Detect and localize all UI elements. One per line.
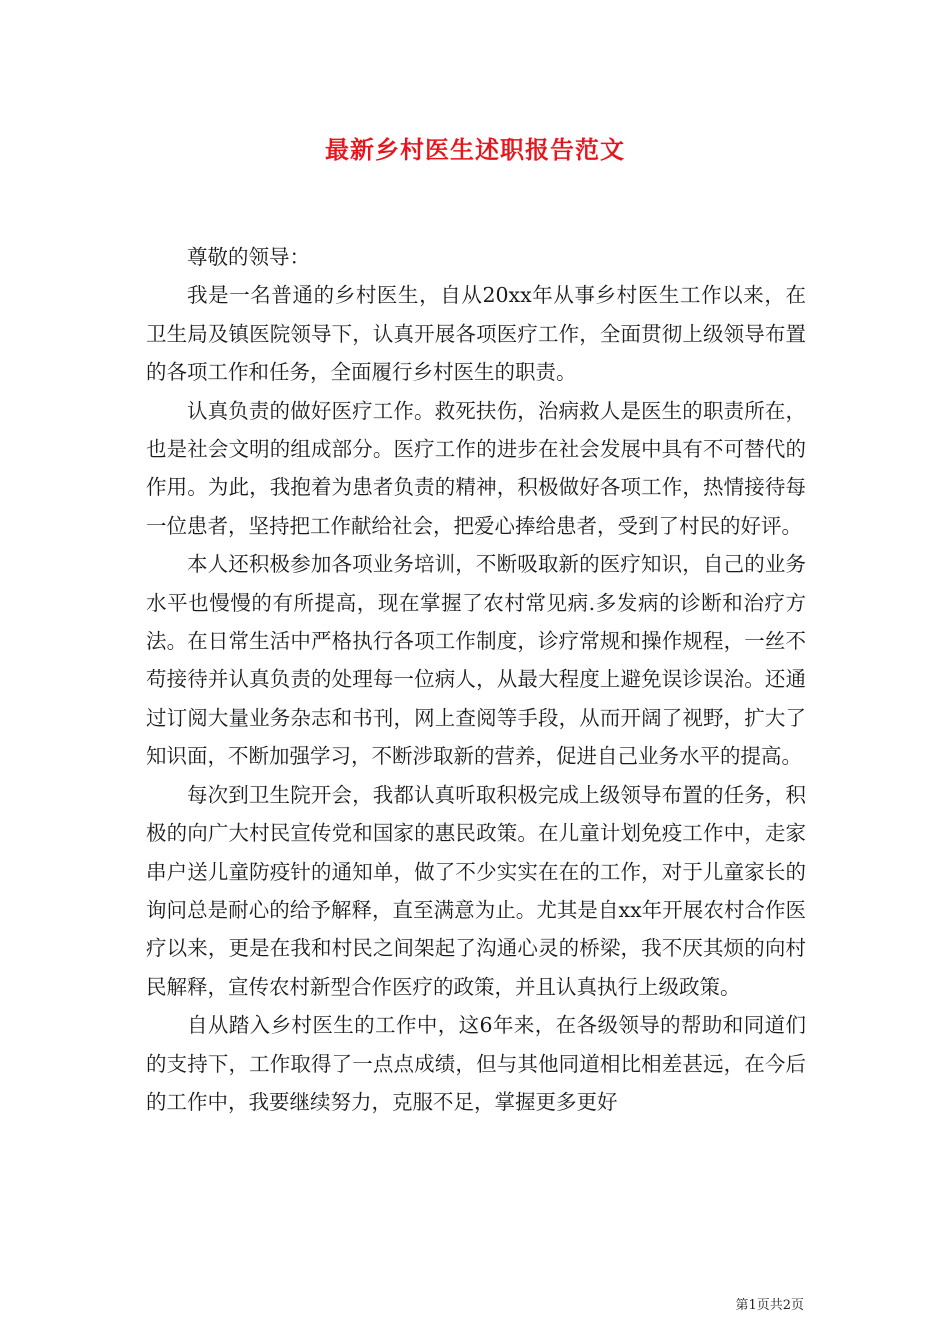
paragraph-1: 我是一名普通的乡村医生，自从20xx年从事乡村医生工作以来，在卫生局及镇医院领导下，认真开展各项医疗工作，全面贯彻上级领导布置的各项工作和任务，全面履行乡村医生的职责。 bbox=[146, 283, 806, 385]
paragraph-2: 认真负责的做好医疗工作。救死扶伤，治病救人是医生的职责所在，也是社会文明的组成部分。医疗工作的进步在社会发展中具有不可替代的作用。为此，我抱着为患者负责的精神，积极做好各项工作，热情接待每一位患者，坚持把工作献给社会，把爱心捧给患者，受到了村民的好评。 bbox=[146, 398, 806, 538]
paragraph-4: 每次到卫生院开会，我都认真听取积极完成上级领导布置的任务，积极的向广大村民宣传党和国家的惠民政策。在儿童计划免疫工作中，走家串户送儿童防疫针的通知单，做了不少实实在在的工作，对于儿童家长的询问总是耐心的给予解释，直至满意为止。尤其是自xx年开展农村合作医疗以来，更是在我和村民之间架起了沟通心灵的桥梁，我不厌其烦的向村民解释，宣传农村新型合作医疗的政策，并且认真执行上级政策。 bbox=[146, 782, 806, 999]
document-title: 最新乡村医生述职报告范文 bbox=[325, 135, 625, 164]
document-body bbox=[146, 238, 806, 1121]
page-number: 第1页共2页 bbox=[735, 1298, 804, 1313]
paragraph-5: 自从踏入乡村医生的工作中，这6年来，在各级领导的帮助和同道们的支持下，工作取得了一点点成绩，但与其他同道相比相差甚远，在今后的工作中，我要继续努力，克服不足，掌握更多更好 bbox=[146, 1013, 806, 1114]
salutation: 尊敬的领导： bbox=[187, 245, 310, 269]
paragraph-3: 本人还积极参加各项业务培训，不断吸取新的医疗知识，自己的业务水平也慢慢的有所提高，现在掌握了农村常见病.多发病的诊断和治疗方法。在日常生活中严格执行各项工作制度，诊疗常规和操作规程，一丝不苟接待并认真负责的处理每一位病人，从最大程度上避免误诊误治。还通过订阅大量业务杂志和书刊，网上查阅等手段，从而开阔了视野，扩大了知识面，不断加强学习，不断涉取新的营养，促进自己业务水平的提高。 bbox=[146, 552, 806, 769]
